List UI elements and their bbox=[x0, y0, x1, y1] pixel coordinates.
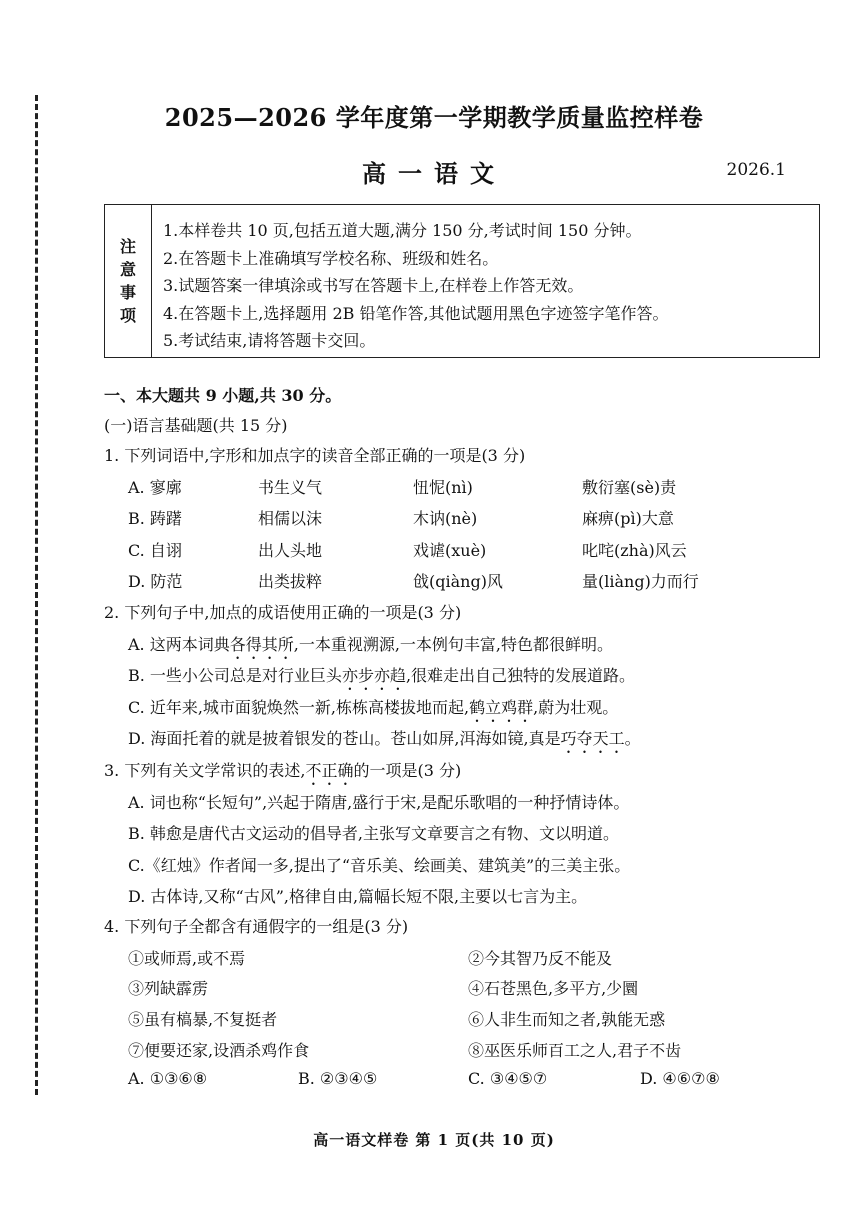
q1-b-word4: 麻痹(pì)大意 bbox=[582, 509, 674, 528]
q1-d-word1: D. 防范 bbox=[128, 572, 183, 591]
q2-option-d: D. 海面托着的就是披着银发的苍山。苍山如屏,洱海如镜,真是巧夺天工。 bbox=[128, 729, 641, 748]
question-4-stem: 4. 下列句子全都含有通假字的一组是(3 分) bbox=[104, 917, 409, 936]
q4-option-d: D. ④⑥⑦⑧ bbox=[640, 1069, 720, 1088]
q1-c-word2: 出人头地 bbox=[258, 541, 323, 560]
notice-box bbox=[104, 204, 820, 358]
notice-item: 1.本样卷共 10 页,包括五道大题,满分 150 分,考试时间 150 分钟。 bbox=[163, 221, 642, 240]
section-heading: 一、本大题共 9 小题,共 30 分。 bbox=[104, 386, 342, 405]
q4-item-6: ⑥人非生而知之者,孰能无惑 bbox=[468, 1010, 666, 1029]
q4-option-b: B. ②③④⑤ bbox=[298, 1069, 378, 1088]
page-footer: 高一语文样卷 第 1 页(共 10 页) bbox=[313, 1131, 555, 1149]
q1-a-word2: 书生义气 bbox=[258, 478, 323, 497]
q3-option-c: C.《红烛》作者闻一多,提出了“音乐美、绘画美、建筑美”的三美主张。 bbox=[128, 856, 631, 875]
q1-d-word4: 量(liàng)力而行 bbox=[582, 572, 699, 591]
q1-a-word1: A. 寥廓 bbox=[128, 478, 182, 497]
q3-option-a: A. 词也称“长短句”,兴起于隋唐,盛行于宋,是配乐歌唱的一种抒情诗体。 bbox=[128, 793, 630, 812]
q1-b-word1: B. 踌躇 bbox=[128, 509, 182, 528]
q1-d-word3: 戗(qiàng)风 bbox=[413, 572, 503, 591]
q4-item-5: ⑤虽有槁暴,不复挺者 bbox=[128, 1010, 278, 1029]
q4-option-c: C. ③④⑤⑦ bbox=[468, 1069, 548, 1088]
notice-label: 注 意 事 项 bbox=[105, 205, 152, 357]
q3-option-b: B. 韩愈是唐代古文运动的倡导者,主张写文章要言之有物、文以明道。 bbox=[128, 824, 620, 843]
question-2-stem: 2. 下列句子中,加点的成语使用正确的一项是(3 分) bbox=[104, 603, 462, 622]
q2-option-c: C. 近年来,城市面貌焕然一新,栋栋高楼拔地而起,鹤立鸡群,蔚为壮观。 bbox=[128, 698, 619, 717]
q2-option-a: A. 这两本词典各得其所,一本重视溯源,一本例句丰富,特色都很鲜明。 bbox=[128, 635, 614, 654]
exam-date: 2026.1 bbox=[726, 160, 786, 180]
subject-title: 高一语文 bbox=[362, 159, 506, 188]
q1-c-word1: C. 自诩 bbox=[128, 541, 182, 560]
q1-a-word4: 敷衍塞(sè)责 bbox=[582, 478, 677, 497]
q1-b-word3: 木讷(nè) bbox=[413, 509, 478, 528]
notice-item: 4.在答题卡上,选择题用 2B 铅笔作答,其他试题用黑色字迹签字笔作答。 bbox=[163, 303, 669, 323]
q1-c-word4: 叱咤(zhà)风云 bbox=[582, 541, 687, 560]
q4-item-7: ⑦便要还家,设酒杀鸡作食 bbox=[128, 1041, 310, 1060]
q1-d-word2: 出类拔粹 bbox=[258, 572, 323, 591]
notice-item: 3.试题答案一律填涂或书写在答题卡上,在样卷上作答无效。 bbox=[163, 276, 584, 295]
q3-option-d: D. 古体诗,又称“古风”,格律自由,篇幅长短不限,主要以七言为主。 bbox=[128, 887, 588, 906]
q2-option-b: B. 一些小公司总是对行业巨头亦步亦趋,很难走出自己独特的发展道路。 bbox=[128, 666, 636, 685]
q4-item-4: ④石苍黑色,多平方,少圜 bbox=[468, 979, 639, 998]
q1-b-word2: 相儒以沫 bbox=[258, 509, 323, 528]
binding-cut-line bbox=[35, 95, 38, 1095]
part-heading: (一)语言基础题(共 15 分) bbox=[104, 416, 288, 435]
exam-title: 2025—2026 学年度第一学期教学质量监控样卷 bbox=[164, 103, 704, 132]
q4-item-2: ②今其智乃反不能及 bbox=[468, 949, 613, 968]
q4-item-3: ③列缺霹雳 bbox=[128, 979, 209, 998]
question-3-stem: 3. 下列有关文学常识的表述,不正确的一项是(3 分) bbox=[104, 761, 462, 780]
notice-item: 5.考试结束,请将答题卡交回。 bbox=[163, 331, 376, 350]
q4-item-1: ①或师焉,或不焉 bbox=[128, 949, 246, 968]
q1-a-word3: 忸怩(nì) bbox=[413, 478, 473, 497]
notice-item: 2.在答题卡上准确填写学校名称、班级和姓名。 bbox=[163, 248, 499, 268]
notice-items bbox=[163, 217, 669, 355]
question-1-stem: 1. 下列词语中,字形和加点字的读音全部正确的一项是(3 分) bbox=[104, 446, 526, 465]
q4-item-8: ⑧巫医乐师百工之人,君子不齿 bbox=[468, 1041, 682, 1060]
q1-c-word3: 戏谑(xuè) bbox=[413, 541, 487, 560]
q4-option-a: A. ①③⑥⑧ bbox=[128, 1069, 208, 1088]
